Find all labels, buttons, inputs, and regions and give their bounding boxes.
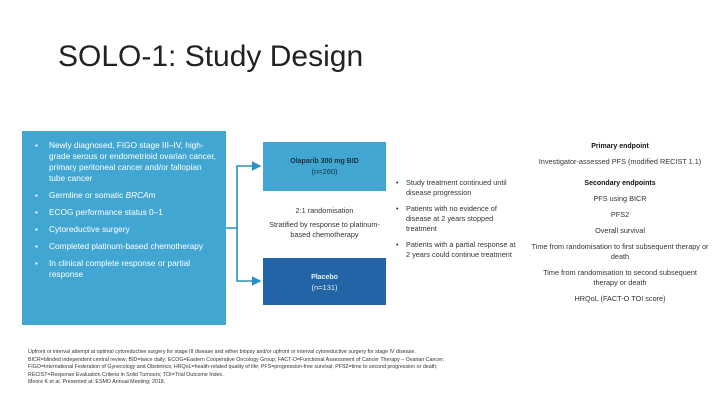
bullet-icon: ▪ [35, 259, 38, 268]
eligibility-item: ▪ ECOG performance status 0–1 [35, 207, 163, 217]
eligibility-item: ▪ Germline or somatic BRCAm [35, 190, 156, 200]
randomisation-text [268, 206, 381, 244]
secondary-endpoint-item: PFS using BICR [593, 194, 647, 203]
secondary-endpoint-item: Time from randomisation to second subsequent therapy or death [543, 268, 697, 287]
olaparib-arm-name: Olaparib 300 mg BID [290, 158, 359, 165]
bullet-icon: • [396, 178, 399, 187]
secondary-endpoint-item: HRQoL (FACT-O TOI score) [574, 294, 666, 303]
primary-endpoint-item: Investigator-assessed PFS (modified RECIST 1.1) [538, 157, 702, 166]
bullet-icon: • [396, 204, 399, 213]
randomisation-ratio: 2:1 randomisation [295, 206, 354, 215]
olaparib-arm-box [263, 142, 386, 191]
bullet-icon: ▪ [35, 208, 38, 217]
footnote-line: Upfront or interval attempt at optimal cytoreductive surgery for stage III disease and either biopsy and/or upfront or interval cytoreductive surgery for stage IV disease. [28, 349, 416, 355]
slide-title: SOLO-1: Study Design [58, 40, 364, 73]
eligibility-item: ▪ Completed platinum-based chemotherapy [35, 241, 204, 251]
footnote-line: FIGO=International Federation of Gynecology and Obstetrics; HRQoL=health-related quality of life; PFS=progression-free survival; PFS2=time to second progression or death; [28, 364, 438, 370]
bullet-icon: ▪ [35, 141, 38, 150]
stratification-text: Stratified by response to platinum-based chemotherapy [269, 220, 380, 239]
treatment-outcomes [396, 178, 518, 266]
eligibility-item: ▪ Cytoreductive surgery [35, 224, 130, 234]
outcome-item: • Study treatment continued until disease progression [396, 178, 507, 197]
placebo-arm-name: Placebo [311, 274, 338, 281]
secondary-endpoint-item: Time from randomisation to first subsequent therapy or death [531, 242, 709, 261]
outcome-item: • Patients with no evidence of disease at 2 years stopped treatment [396, 204, 497, 233]
bullet-icon: ▪ [35, 191, 38, 200]
footnote-line: Moore K et al. Presented at: ESMO Annual Meeting; 2018. [28, 379, 166, 385]
arrow-to-olaparib [226, 166, 260, 228]
footnotes [28, 349, 698, 387]
arrow-to-placebo [237, 228, 260, 281]
secondary-endpoint-item: Overall survival [595, 226, 645, 235]
outcome-item: • Patients with a partial response at 2 years could continue treatment [396, 240, 516, 259]
endpoints-panel [530, 142, 710, 310]
olaparib-arm-n: (n=260) [311, 167, 338, 176]
primary-endpoint-heading: Primary endpoint [591, 143, 649, 150]
eligibility-item: ▪ Newly diagnosed, FIGO stage III–IV, high-grade serous or endometrioid ovarian cancer, primary peritoneal cancer and/or fallopian tube cancer [35, 140, 216, 183]
eligibility-item: ▪ In clinical complete response or partial response [35, 258, 191, 279]
footnote-line: RECIST=Response Evaluation Criteria in Solid Tumours; TOI=Trial Outcome Index. [28, 371, 224, 378]
bullet-icon: ▪ [35, 242, 38, 251]
bullet-icon: ▪ [35, 225, 38, 234]
bullet-icon: • [396, 240, 399, 249]
secondary-endpoint-item: PFS2 [610, 210, 630, 219]
secondary-endpoints-heading: Secondary endpoints [584, 180, 656, 187]
footnote-line: BICR=blinded independent central review; BID=twice daily; ECOG=Eastern Cooperative Oncology Group; FACT-O=Functional Assessment of Cancer Therapy – Ovarian Cancer; [28, 356, 445, 363]
placebo-arm-n: (n=131) [311, 283, 338, 292]
placebo-arm-box [263, 258, 386, 305]
